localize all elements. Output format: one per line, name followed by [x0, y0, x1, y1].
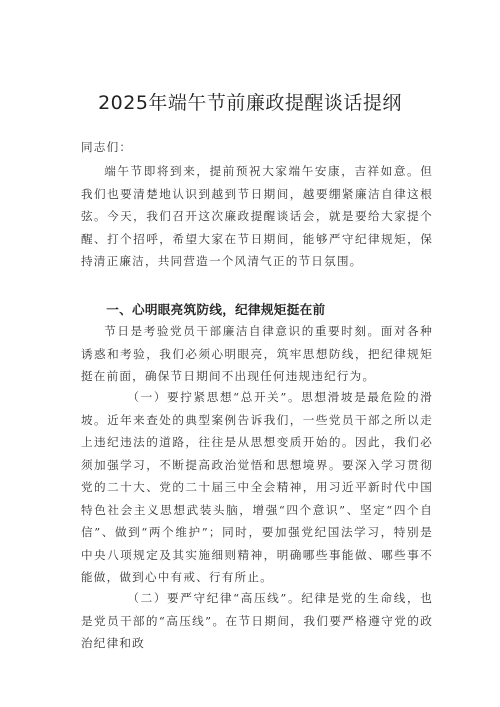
document-title: 2025年端午节前廉政提醒谈话提纲 — [98, 92, 402, 114]
paragraph-point-1: （一）要拧紧思想“总开关”。思想滑坡是最危险的滑坡。近年来查处的典型案例告诉我们，一些党员干部之所以走上违纪违法的道路，往往是从思想变质开始的。因此，我们必须加强学习，不断提高政治觉悟和思想境界。要深入学习贯彻党的二十大、党的二十届三中全会精神，用习近平新时代中国特色社会主义思想武装头脑，增强“四个意识”、坚定“四个自信”、做到“两个维护”；同时，要加强党纪国法学习，特别是中央八项规定及其实施细则精神，明确哪些事能做、哪些事不能做，做到心中有戒、行有所止。 — [81, 390, 433, 584]
salutation: 同志们： — [81, 140, 133, 154]
paragraph-intro: 端午节即将到来，提前预祝大家端午安康，吉祥如意。但我们也要清楚地认识到越到节日期间，越要绷紧廉洁自律这根弦。今天，我们召开这次廉政提醒谈话会，就是要给大家提个醒、打个招呼，希望大家在节日期间，能够严守纪律规矩，保持清正廉洁，共同营造一个风清气正的节日氛围。 — [81, 164, 433, 268]
section-heading: 一、心明眼亮筑防线，纪律规矩挺在前 — [106, 302, 326, 317]
paragraph-point-2: （二）要严守纪律“高压线”。纪律是党的生命线，也是党员干部的“高压线”。在节日期间，我们要严格遵守党的政治纪律和政 — [81, 591, 433, 650]
paragraph-section-intro: 节日是考验党员干部廉洁自律意识的重要时刻。面对各种诱惑和考验，我们必须心明眼亮，筑牢思想防线，把纪律规矩挺在前面，确保节日期间不出现任何违规违纪行为。 — [81, 324, 433, 383]
